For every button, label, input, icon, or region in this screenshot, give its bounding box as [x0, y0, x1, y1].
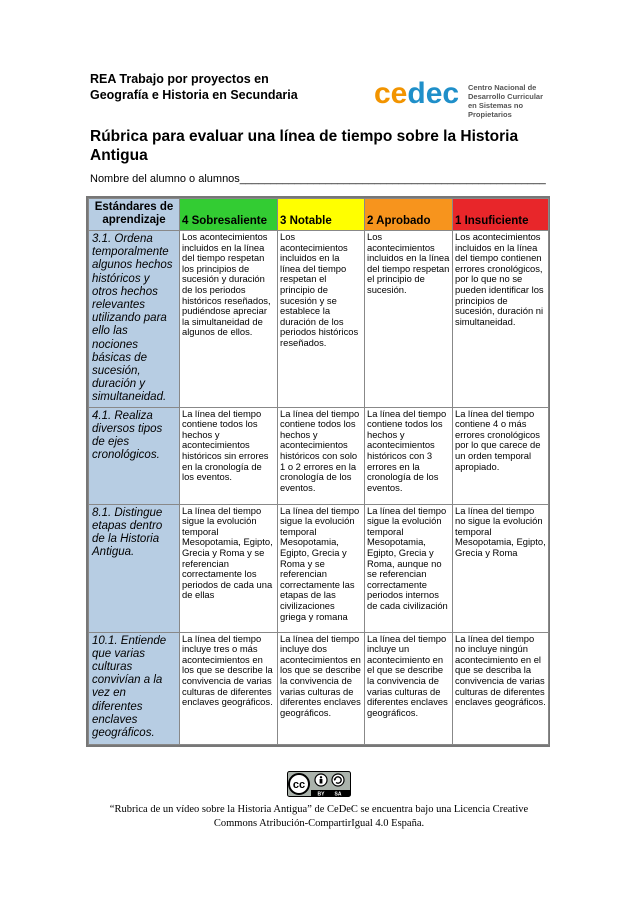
- rubric-row: [89, 504, 549, 632]
- rubric-row: [89, 632, 549, 744]
- logo-line-1: Centro Nacional de: [468, 83, 537, 92]
- standard-cell: 8.1. Distingue etapas dentro de la Historia Antigua.: [89, 504, 180, 632]
- standards-header: Estándares de aprendizaje: [89, 199, 180, 231]
- cc-by-sa-icon: [287, 771, 351, 797]
- rubric-table: [86, 196, 550, 747]
- rubric-header-row: [89, 199, 549, 231]
- criterion-cell-1: La línea del tiempo contiene 4 o más errores cronológicos por lo que carece de un orden temporal apropiado.: [453, 407, 549, 504]
- rubric-row: [89, 231, 549, 408]
- criterion-cell-3: La línea del tiempo sigue la evolución temporal Mesopotamia, Egipto, Grecia y Roma y se referencian correctamente las etapas de las civilizaciones griega y romana: [278, 504, 365, 632]
- logo-line-3: en Sistemas no Propietarios: [468, 101, 524, 119]
- standard-cell: 3.1. Ordena temporalmente algunos hechos históricos y otros hechos relevantes utilizando para ello las nociones básicas de sucesión, duración y simultaneidad.: [89, 231, 180, 408]
- criterion-cell-2: La línea del tiempo incluye un acontecimiento en el que se describe la convivencia de varias culturas de diferentes enclaves geográficos.: [365, 632, 453, 744]
- criterion-cell-1: Los acontecimientos incluidos en la línea del tiempo contienen errores cronológicos, por lo que no se pueden identificar los principios de sucesión, duración ni simultaneidad.: [453, 231, 549, 408]
- criterion-cell-3: Los acontecimientos incluidos en la línea del tiempo respetan el principio de sucesión y se establece la duración de los periodos históricos reseñados.: [278, 231, 365, 408]
- document-title: Rúbrica para evaluar una línea de tiempo sobre la Historia Antigua: [90, 128, 519, 164]
- footer-line-2: Commons Atribución-CompartirIgual 4.0 España.: [213, 818, 425, 829]
- level-header-3: 3 Notable: [278, 199, 365, 231]
- creative-commons-badge: [287, 771, 351, 797]
- criterion-cell-2: La línea del tiempo contiene todos los hechos y acontecimientos históricos con 3 errores en la cronología de los eventos.: [365, 407, 453, 504]
- cc-label: cc: [292, 779, 306, 791]
- sa-label: SA: [334, 791, 342, 797]
- level-header-1: 1 Insuficiente: [453, 199, 549, 231]
- header-line-1: REA Trabajo por proyectos en: [90, 72, 269, 86]
- criterion-cell-2: Los acontecimientos incluidos en la línea del tiempo respetan el principio de sucesión.: [365, 231, 453, 408]
- criterion-cell-4: La línea del tiempo incluye tres o más acontecimientos en los que se describe la convivencia de varias culturas de diferentes enclaves geográficos.: [180, 632, 278, 744]
- criterion-cell-2: La línea del tiempo sigue la evolución temporal Mesopotamia, Egipto, Grecia y Roma, aunque no se referencian correctamente periodos internos de cada civilización: [365, 504, 453, 632]
- footer-line-1: “Rubrica de un vídeo sobre la Historia Antigua” de CeDeC se encuentra bajo una Licencia Creative: [109, 804, 529, 815]
- license-footer: [96, 803, 542, 831]
- logo-line-2: Desarrollo Curricular: [468, 92, 544, 101]
- criterion-cell-3: La línea del tiempo contiene todos los hechos y acontecimientos históricos con solo 1 o 2 errores en la cronología de los eventos.: [278, 407, 365, 504]
- student-name-line: Nombre del alumno o alumnos__________________________________________________: [90, 173, 546, 185]
- criterion-cell-1: La línea del tiempo no incluye ningún acontecimiento en el que se describa la convivencia de varias culturas de diferentes enclaves geográficos.: [453, 632, 549, 744]
- cedec-logo-word: [374, 77, 459, 111]
- criterion-cell-4: La línea del tiempo sigue la evolución temporal Mesopotamia, Egipto, Grecia y Roma y se referencian correctamente los periodos de cada una de ellas: [180, 504, 278, 632]
- criterion-cell-3: La línea del tiempo incluye dos acontecimientos en los que se describe la convivencia de varias culturas de diferentes enclaves geográficos.: [278, 632, 365, 744]
- criterion-cell-4: Los acontecimientos incluidos en la línea del tiempo respetan los principios de sucesión y duración de los periodos históricos reseñados, pudiéndose apreciar la simultaneidad de algunos de ellos.: [180, 231, 278, 408]
- level-header-2: 2 Aprobado: [365, 199, 453, 231]
- level-header-4: 4 Sobresaliente: [180, 199, 278, 231]
- header-line-2: Geografía e Historia en Secundaria: [90, 88, 298, 102]
- cedec-logo: [374, 77, 564, 119]
- rubric-row: [89, 407, 549, 504]
- by-label: BY: [317, 791, 325, 797]
- criterion-cell-4: La línea del tiempo contiene todos los hechos y acontecimientos históricos sin errores en la cronología de los eventos.: [180, 407, 278, 504]
- standard-cell: 10.1. Entiende que varias culturas convivían a la vez en diferentes enclaves geográficos.: [89, 632, 180, 744]
- logo-word-part-2: dec: [407, 77, 460, 110]
- cedec-logo-text: [468, 83, 564, 119]
- logo-word-part-1: ce: [374, 77, 408, 110]
- criterion-cell-1: La línea del tiempo no sigue la evolución temporal Mesopotamia, Egipto, Grecia y Roma: [453, 504, 549, 632]
- document-header: [90, 71, 298, 103]
- standard-cell: 4.1. Realiza diversos tipos de ejes cronológicos.: [89, 407, 180, 504]
